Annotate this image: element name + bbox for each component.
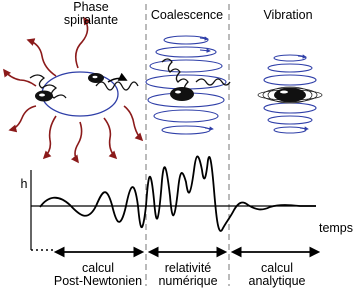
orbit-ring bbox=[162, 126, 210, 134]
ring bbox=[268, 64, 312, 72]
radiation-arrow bbox=[75, 122, 82, 162]
remnant-black-hole bbox=[274, 88, 306, 102]
method-label-3-line1: calcul bbox=[261, 261, 293, 275]
coalescence-illustration bbox=[146, 36, 230, 134]
ringdown-illustration bbox=[258, 55, 322, 133]
method-label-3-line2: analytique bbox=[248, 274, 306, 288]
ring-arrow bbox=[300, 128, 308, 129]
radiation-arrow bbox=[124, 106, 142, 140]
strain-plot bbox=[31, 156, 318, 252]
method-label-2-line1: relativité bbox=[164, 261, 212, 275]
ring-arrow bbox=[200, 50, 210, 51]
ring-arrow bbox=[205, 128, 213, 129]
black-hole-left-glint bbox=[39, 94, 45, 97]
red-radiation-arrows bbox=[4, 18, 142, 162]
radiation-arrow bbox=[4, 70, 36, 86]
phase-title-coalescence: Coalescence bbox=[150, 8, 224, 22]
orbit-ring bbox=[164, 36, 208, 44]
method-label-2-line2: numérique bbox=[158, 274, 218, 288]
phase-title-vibration: Vibration bbox=[263, 8, 313, 22]
orbit-ring bbox=[154, 110, 218, 122]
merging-black-holes bbox=[170, 87, 194, 101]
inspiral-illustration bbox=[4, 18, 142, 162]
ring bbox=[268, 116, 312, 124]
phase-title-inspiral bbox=[48, 1, 134, 27]
x-axis-label: temps bbox=[318, 221, 354, 235]
orbit-ring bbox=[156, 47, 216, 57]
ring bbox=[264, 75, 316, 85]
merging-black-holes-glint bbox=[175, 91, 181, 94]
radiation-arrow bbox=[104, 118, 116, 158]
radiation-arrow bbox=[44, 116, 56, 158]
ring bbox=[264, 103, 316, 113]
remnant-glint bbox=[280, 91, 288, 94]
orbit-ring bbox=[150, 60, 222, 72]
y-axis-label: h bbox=[20, 177, 28, 191]
method-label-1-line1: calcul bbox=[82, 261, 114, 275]
waveform-curve bbox=[40, 156, 316, 231]
orbit-ellipse bbox=[42, 72, 118, 116]
method-label-numerical-relativity bbox=[148, 262, 228, 288]
method-label-post-newtonian bbox=[52, 262, 144, 288]
radiation-arrow bbox=[10, 106, 36, 130]
radiation-arrow bbox=[28, 40, 56, 76]
black-hole-right-glint bbox=[93, 76, 98, 78]
method-label-analytic bbox=[232, 262, 322, 288]
phase-title-inspiral-line1: Phase bbox=[73, 0, 109, 14]
phase-title-inspiral-line2: spiralante bbox=[63, 13, 119, 27]
method-label-1-line2: Post-Newtonien bbox=[53, 274, 143, 288]
